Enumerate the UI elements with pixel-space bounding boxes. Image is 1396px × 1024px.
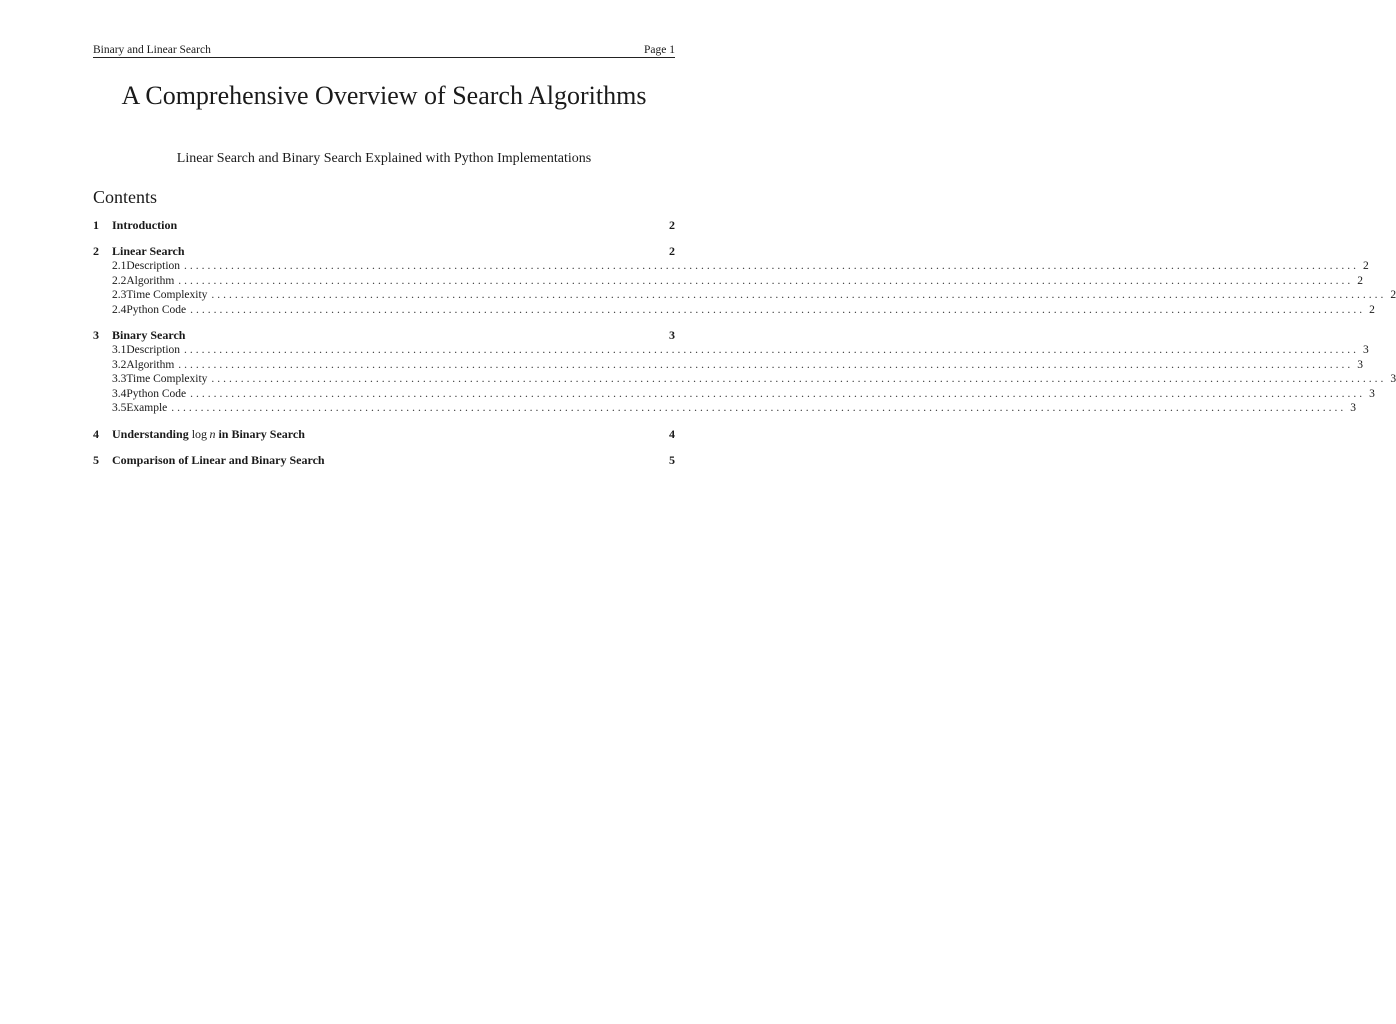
toc-subsection-binary-example[interactable]: [93, 402, 1356, 417]
toc-subsection-number: 2.1: [112, 260, 127, 272]
toc-section-label: Comparison of Linear and Binary Search: [112, 452, 325, 467]
toc-leader-dots: ........................................................................................................................................................................................................: [178, 274, 1354, 287]
toc-subsection-page: 3: [1350, 402, 1356, 414]
toc-subsection-linear-time-complexity[interactable]: [93, 289, 1396, 304]
toc-label-prefix: Understanding: [112, 426, 189, 441]
toc-subsection-label: Example: [126, 402, 168, 414]
toc-section-label: Binary Search: [112, 328, 186, 342]
toc-section-number: 4: [93, 426, 99, 441]
toc-section-linear-search[interactable]: [93, 244, 675, 260]
toc-subsection-number: 3.4: [112, 387, 127, 400]
toc-section-understanding-log-n[interactable]: [93, 427, 675, 443]
toc-subsection-page: 2: [1369, 303, 1375, 316]
toc-subsection-page: 3: [1369, 387, 1375, 400]
toc-subsection-label: Time Complexity: [126, 373, 208, 385]
toc-subsection-number: 3.1: [112, 344, 127, 356]
toc-subsection-label: Algorithm: [126, 274, 175, 287]
toc-subsection-page: 2: [1390, 289, 1396, 301]
toc-section-label: [112, 427, 669, 442]
log-n-math: [192, 427, 216, 441]
toc-leader-dots: ........................................................................................................................................................................................................: [178, 358, 1354, 371]
toc-subsection-linear-python-code[interactable]: [93, 303, 1375, 319]
toc-subsection-number: 2.2: [112, 274, 127, 287]
math-var-n: n: [209, 426, 216, 441]
toc-subsection-linear-description[interactable]: [93, 260, 1369, 275]
toc-section-number: 5: [93, 452, 99, 467]
toc-subsection-page: 2: [1357, 274, 1364, 287]
toc-subsection-binary-python-code[interactable]: [93, 387, 1375, 403]
toc-section-introduction[interactable]: [93, 218, 675, 234]
toc-section-page: 2: [669, 244, 675, 258]
document-page: [93, 0, 1396, 1024]
toc-subsection-number: 3.5: [112, 402, 127, 414]
toc-section-number: 2: [93, 244, 99, 258]
toc-subsection-number: 3.2: [112, 358, 127, 371]
toc-subsection-page: 3: [1363, 344, 1369, 356]
toc-section-number: 3: [93, 328, 99, 342]
toc-section-label: Linear Search: [112, 244, 185, 258]
running-header: [93, 40, 675, 56]
document-subtitle: Linear Search and Binary Search Explained with Python Implementations: [176, 151, 592, 166]
contents-heading: Contents: [93, 187, 158, 207]
toc-subsection-number: 3.3: [112, 373, 127, 385]
header-rule: [93, 57, 675, 58]
toc-leader-dots: ........................................................................................................................................................................................................: [190, 303, 1366, 316]
document-title: A Comprehensive Overview of Search Algorithms: [121, 81, 647, 110]
toc-section-page: 4: [669, 426, 675, 441]
toc-subsection-label: Python Code: [126, 303, 187, 316]
toc-subsection-label: Time Complexity: [126, 289, 208, 301]
toc-subsection-linear-algorithm[interactable]: [93, 274, 1364, 290]
toc-section-page: 2: [669, 218, 675, 232]
toc-leader-dots: ........................................................................................................................................................................................................: [184, 260, 1360, 272]
toc-subsection-number: 2.3: [112, 289, 127, 301]
toc-leader-dots: ........................................................................................................................................................................................................: [184, 344, 1360, 356]
toc-section-comparison[interactable]: [93, 453, 675, 469]
toc-subsection-label: Algorithm: [126, 358, 175, 371]
toc-subsection-binary-time-complexity[interactable]: [93, 373, 1396, 388]
toc-leader-dots: ........................................................................................................................................................................................................: [171, 402, 1347, 414]
table-of-contents: [93, 218, 1396, 469]
math-log: log: [191, 426, 208, 441]
toc-section-label: Introduction: [112, 218, 178, 232]
header-page-number: Page 1: [644, 44, 675, 56]
toc-subsection-label: Description: [126, 260, 181, 272]
toc-leader-dots: ........................................................................................................................................................................................................: [211, 373, 1387, 385]
toc-subsection-page: 3: [1390, 373, 1396, 385]
toc-leader-dots: ........................................................................................................................................................................................................: [211, 289, 1387, 301]
toc-subsection-page: 3: [1357, 358, 1364, 371]
toc-subsection-binary-algorithm[interactable]: [93, 358, 1364, 374]
toc-subsection-page: 2: [1363, 260, 1369, 272]
toc-subsection-number: 2.4: [112, 303, 127, 316]
header-doc-title: Binary and Linear Search: [93, 44, 211, 56]
toc-subsection-binary-description[interactable]: [93, 344, 1369, 359]
toc-subsection-label: Description: [126, 344, 181, 356]
toc-subsection-label: Python Code: [126, 387, 187, 400]
toc-section-binary-search[interactable]: [93, 328, 675, 344]
toc-label-suffix: in Binary Search: [218, 426, 305, 441]
toc-section-page: 5: [669, 452, 675, 467]
toc-section-page: 3: [669, 328, 675, 342]
toc-section-number: 1: [93, 218, 99, 232]
toc-leader-dots: ........................................................................................................................................................................................................: [190, 387, 1366, 400]
